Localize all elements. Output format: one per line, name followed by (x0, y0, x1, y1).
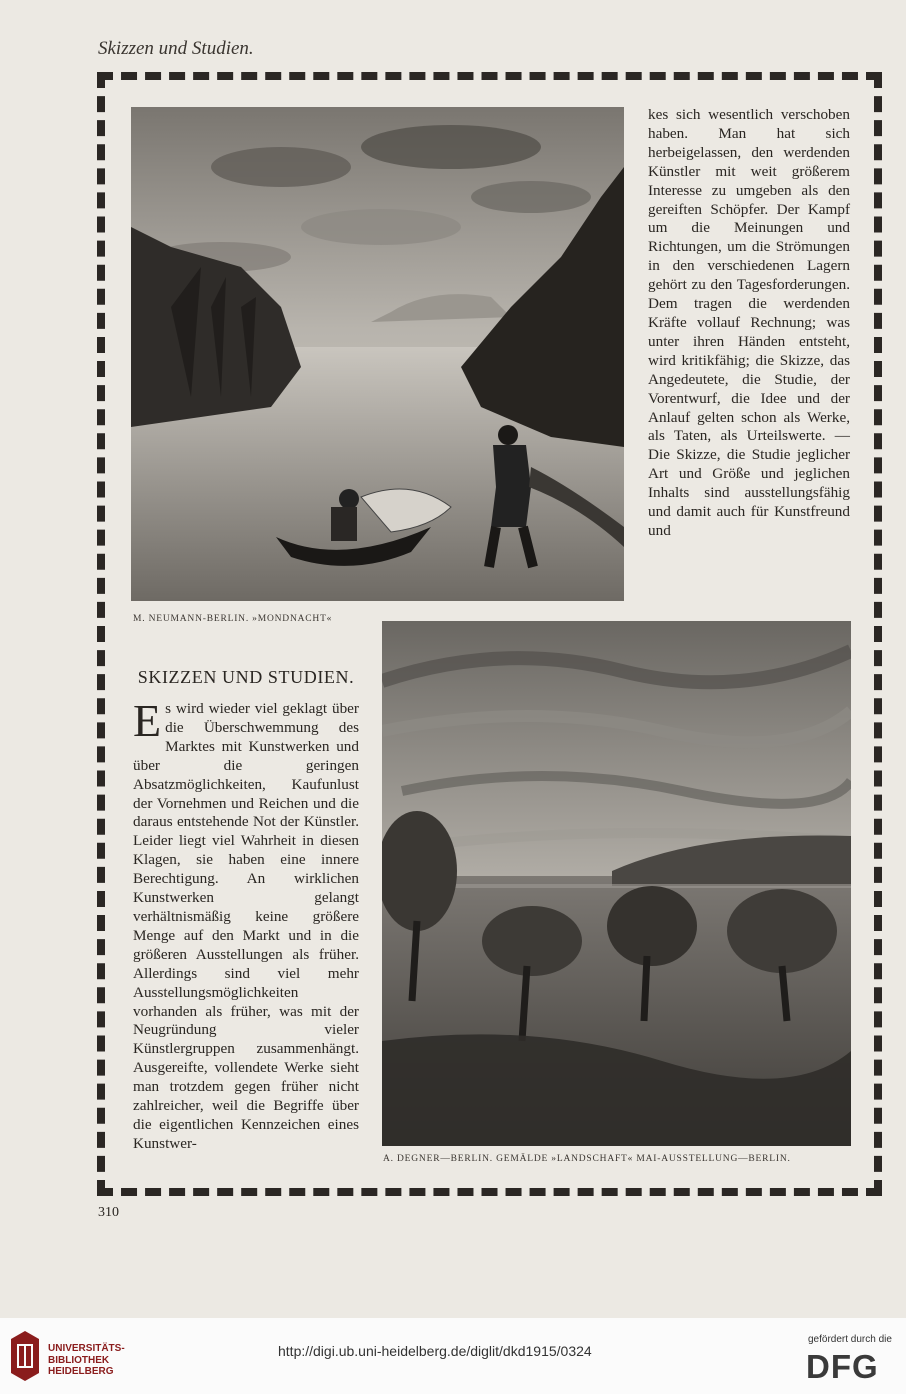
library-line: BIBLIOTHEK (48, 1354, 110, 1366)
article-text-right-column: kes sich wesentlich verschoben haben. Man hat sich herbeigelassen, den werdenden Künstler mit weit größerem Interesse zu umgeben als den gereiften Schöpfer. Der Kampf um die Meinungen und Richtungen, um die Strömungen in den verschiedenen Lagern gehört zu den Tagesforderungen. Dem tragen die werdenden Kräfte vollauf Rechnung; was unter ihren Händen entsteht, wird kritikfähig; die Skizze, das Angedeutete, die Studie, der Vorentwurf, die Idee und der Anlauf gelten schon als Werke, als Taten, als Urteilswerte. — Die Skizze, die Studie jeglicher Art und Größe und jeglichen Inhalts sind ausstellungsfähig und damit auch für Kunstfreund und (648, 106, 850, 539)
article-text-left-column (133, 695, 359, 1154)
drop-cap: E (133, 695, 162, 746)
figure-caption-2: A. DEGNER—BERLIN. GEMÄLDE »LANDSCHAFT« MAI-AUSSTELLUNG—BERLIN. (383, 1154, 791, 1164)
article-body: s wird wieder viel geklagt über die Überschwemmung des Marktes mit Kunstwerken und über die geringen Absatzmöglichkeiten, Kaufunlust der Vornehmen und Reichen und die daraus entstehende Not der Künstler. Leider liegt viel Wahrheit in diesen Klagen, sie haben eine innere Berechtigung. An wirklichen Kunstwerken gelangt verhältnismäßig keine größere Menge auf den Markt und in die größeren Ausstellungen als früher. Allerdings sind viel mehr Ausstellungsmöglichkeiten vorhanden als früher, was mit der Neugründung vieler Künstlergruppen zusammenhängt. Ausgereifte, vollendete Werke sieht man trotzdem gegen früher nicht zahlreicher, weil die Begriffe über die eigentlichen Kennzeichen eines Kunstwer- (133, 700, 359, 1152)
running-head: Skizzen und Studien. (98, 38, 254, 59)
library-line: UNIVERSITÄTS- (48, 1343, 125, 1354)
library-name (48, 1343, 125, 1378)
library-line: HEIDELBERG (48, 1366, 114, 1377)
library-seal-icon (10, 1330, 40, 1382)
painting-mondnacht (131, 107, 624, 601)
figure-caption-1: M. NEUMANN-BERLIN. »MONDNACHT« (133, 614, 333, 624)
source-url-link[interactable]: http://digi.ub.uni-heidelberg.de/diglit/dkd1915/0324 (278, 1343, 592, 1359)
sponsor-note: gefördert durch die (808, 1334, 892, 1345)
digitization-footer (0, 1318, 906, 1394)
dfg-logo: DFG (806, 1348, 879, 1385)
page-number: 310 (98, 1205, 119, 1220)
painting-landschaft (382, 621, 851, 1146)
article-heading: SKIZZEN UND STUDIEN. (137, 667, 355, 687)
